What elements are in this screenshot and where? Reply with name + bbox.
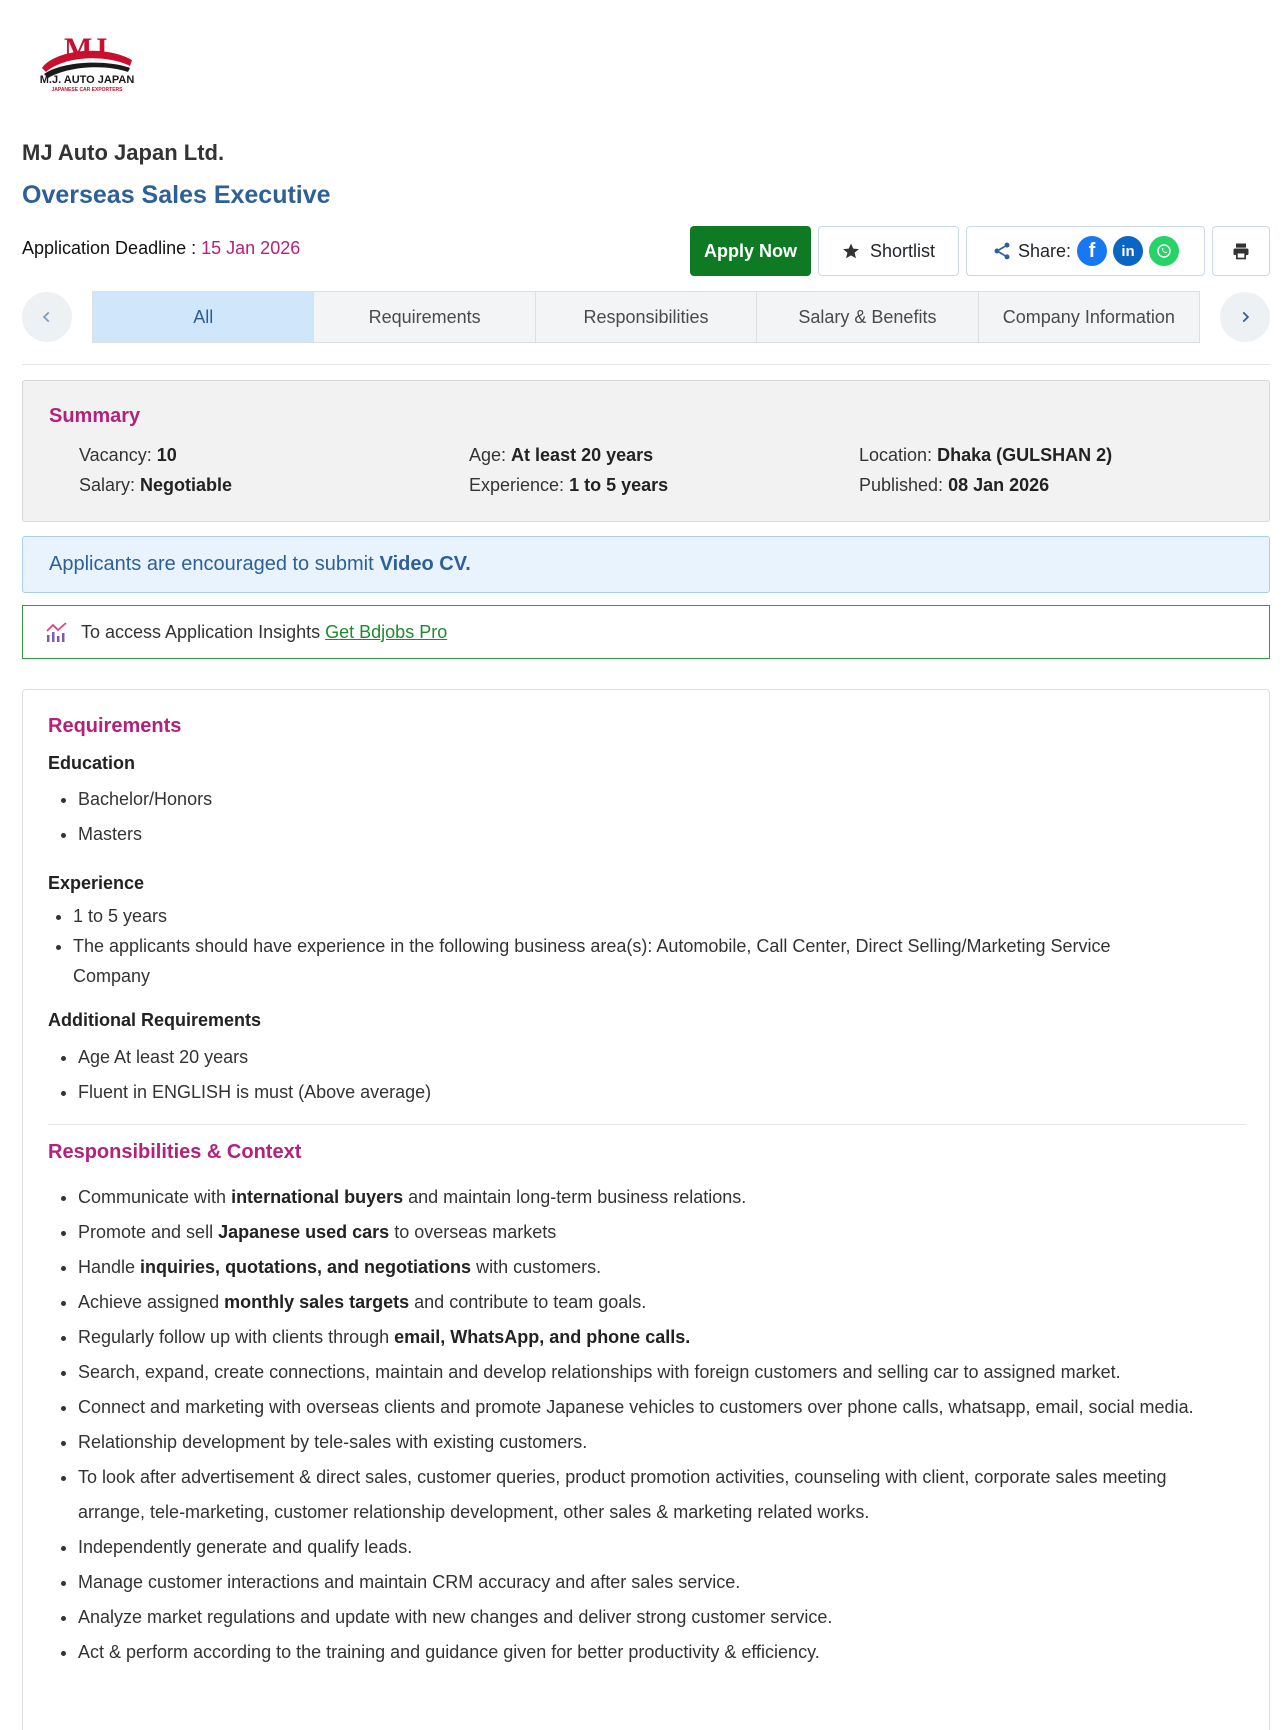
list-item-emphasis: email, WhatsApp, and phone calls. — [394, 1327, 691, 1347]
list-item-emphasis: Japanese used cars — [218, 1222, 390, 1242]
list-item-text: To look after advertisement & direct sales, customer queries, product promotion activities, counseling with client, corporate sales meeting arrange, tele-marketing, customer relationship development, other sales & marketing related works. — [78, 1467, 1167, 1522]
list-item — [78, 1530, 1198, 1565]
list-item — [78, 1215, 1198, 1250]
divider — [48, 1124, 1246, 1125]
list-item — [78, 1355, 1198, 1390]
responsibilities-list — [48, 1180, 1198, 1670]
location-value: Dhaka (GULSHAN 2) — [937, 445, 1113, 465]
list-item-text: with customers. — [471, 1257, 602, 1277]
list-item: • Age At least 20 years — [78, 1045, 431, 1069]
list-item-text: Handle — [78, 1257, 141, 1277]
salary-value: Negotiable — [140, 475, 233, 495]
summary-age — [469, 445, 653, 466]
list-item-emphasis: inquiries, quotations, and negotiations — [140, 1257, 472, 1277]
deadline-date: 15 Jan 2026 — [201, 238, 301, 258]
education-title: Education — [48, 753, 136, 773]
location-label: Location: — [859, 445, 933, 465]
logo-tagline: JAPANESE CAR EXPORTERS — [51, 87, 123, 93]
application-deadline — [22, 238, 300, 259]
list-item-text: Relationship development by tele-sales with existing customers. — [78, 1432, 588, 1452]
requirements-title: Requirements — [48, 715, 182, 737]
list-item-text: Regularly follow up with clients through — [78, 1327, 395, 1347]
shortlist-button[interactable] — [818, 226, 959, 276]
tabs-prev-button[interactable] — [22, 292, 72, 342]
list-item: • Bachelor/Honors — [78, 787, 212, 811]
list-item — [78, 1565, 1198, 1600]
summary-location — [859, 445, 1112, 466]
summary-salary — [79, 475, 232, 496]
experience-list — [48, 901, 1168, 991]
vacancy-label: Vacancy: — [79, 445, 152, 465]
list-item-emphasis: monthly sales targets — [224, 1292, 410, 1312]
insights-chart-icon — [45, 621, 69, 643]
job-details-card — [22, 689, 1270, 1730]
share-label: Share: — [1017, 240, 1072, 261]
published-label: Published: — [859, 475, 944, 495]
video-cv-banner — [22, 536, 1270, 593]
list-item-text: Act & perform according to the training and guidance given for better productivity & efficiency. — [78, 1642, 820, 1662]
list-item — [78, 1425, 1198, 1460]
list-item-text: Promote and sell — [78, 1222, 219, 1242]
list-item — [78, 1390, 1198, 1425]
age-label: Age: — [469, 445, 507, 465]
list-item-text: Achieve assigned — [78, 1292, 225, 1312]
list-item — [78, 1320, 1198, 1355]
list-item-emphasis: international buyers — [231, 1187, 404, 1207]
summary-panel — [22, 380, 1270, 522]
tab-responsibilities[interactable]: Responsibilities — [536, 292, 757, 342]
additional-requirements-list — [48, 1045, 431, 1115]
summary-experience — [469, 475, 668, 496]
tabs-next-button[interactable] — [1220, 292, 1270, 342]
list-item: • Fluent in ENGLISH is must (Above average) — [78, 1080, 431, 1104]
list-item — [78, 1460, 1198, 1530]
list-item-text: Connect and marketing with overseas clients and promote Japanese vehicles to customers over phone calls, whatsapp, email, social media. — [78, 1397, 1194, 1417]
whatsapp-icon[interactable] — [1149, 236, 1179, 266]
get-bdjobs-pro-link[interactable]: Get Bdjobs Pro — [325, 621, 448, 642]
list-item-text: Communicate with — [78, 1187, 232, 1207]
print-button[interactable] — [1212, 226, 1270, 276]
list-item-text: and maintain long-term business relations. — [403, 1187, 747, 1207]
share-icon — [992, 241, 1012, 261]
summary-vacancy — [79, 445, 177, 466]
education-list — [48, 787, 212, 857]
additional-requirements-title: Additional Requirements — [48, 1010, 262, 1030]
printer-icon — [1231, 241, 1251, 261]
tab-salary-benefits[interactable]: Salary & Benefits — [757, 292, 978, 342]
tab-requirements[interactable]: Requirements — [314, 292, 535, 342]
list-item — [78, 1600, 1198, 1635]
divider — [22, 364, 1270, 365]
list-item-text: Search, expand, create connections, maintain and develop relationships with foreign customers and selling car to assigned market. — [78, 1362, 1121, 1382]
list-item-text: Analyze market regulations and update with new changes and deliver strong customer service. — [78, 1607, 833, 1627]
job-section-tabs — [92, 291, 1200, 343]
list-item-text: to overseas markets — [389, 1222, 557, 1242]
chevron-left-icon — [40, 310, 54, 324]
tab-all[interactable]: All — [93, 292, 314, 342]
video-cv-highlight: Video CV. — [379, 553, 471, 575]
job-title: Overseas Sales Executive — [22, 181, 331, 209]
list-item: • Masters — [78, 822, 212, 846]
list-item — [78, 1180, 1198, 1215]
salary-label: Salary: — [79, 475, 136, 495]
list-item-text: and contribute to team goals. — [409, 1292, 647, 1312]
vacancy-value: 10 — [156, 445, 177, 465]
insights-text: To access Application Insights — [81, 621, 321, 642]
deadline-label: Application Deadline : — [22, 238, 197, 258]
chevron-right-icon — [1238, 310, 1252, 324]
experience-value: 1 to 5 years — [569, 475, 669, 495]
list-item: • 1 to 5 years — [73, 901, 1168, 931]
list-item-text: Manage customer interactions and maintain CRM accuracy and after sales service. — [78, 1572, 741, 1592]
experience-label: Experience: — [469, 475, 565, 495]
facebook-icon[interactable]: f — [1077, 236, 1107, 266]
linkedin-icon[interactable]: in — [1113, 236, 1143, 266]
star-icon — [842, 242, 860, 260]
list-item — [78, 1635, 1198, 1670]
apply-now-button[interactable]: Apply Now — [690, 226, 811, 276]
list-item — [78, 1285, 1198, 1320]
age-value: At least 20 years — [511, 445, 654, 465]
published-value: 08 Jan 2026 — [948, 475, 1050, 495]
tab-company-information[interactable]: Company Information — [979, 292, 1199, 342]
responsibilities-title: Responsibilities & Context — [48, 1141, 302, 1163]
company-name: MJ Auto Japan Ltd. — [22, 140, 225, 165]
company-logo — [34, 30, 140, 96]
list-item-text: Independently generate and qualify leads. — [78, 1537, 413, 1557]
video-cv-text: Applicants are encouraged to submit — [49, 553, 374, 575]
application-insights-banner — [22, 605, 1270, 659]
summary-published — [859, 475, 1049, 496]
list-item — [78, 1250, 1198, 1285]
logo-text: M.J. AUTO JAPAN — [39, 74, 135, 86]
summary-title: Summary — [49, 405, 141, 427]
experience-title: Experience — [48, 873, 145, 893]
list-item: • The applicants should have experience in the following business area(s): Automobile, Call Center, Direct Selling/Marketing Service Company — [73, 931, 1168, 991]
shortlist-label: Shortlist — [869, 240, 936, 261]
svg-text:MJ: MJ — [64, 32, 108, 65]
share-group — [966, 226, 1205, 276]
